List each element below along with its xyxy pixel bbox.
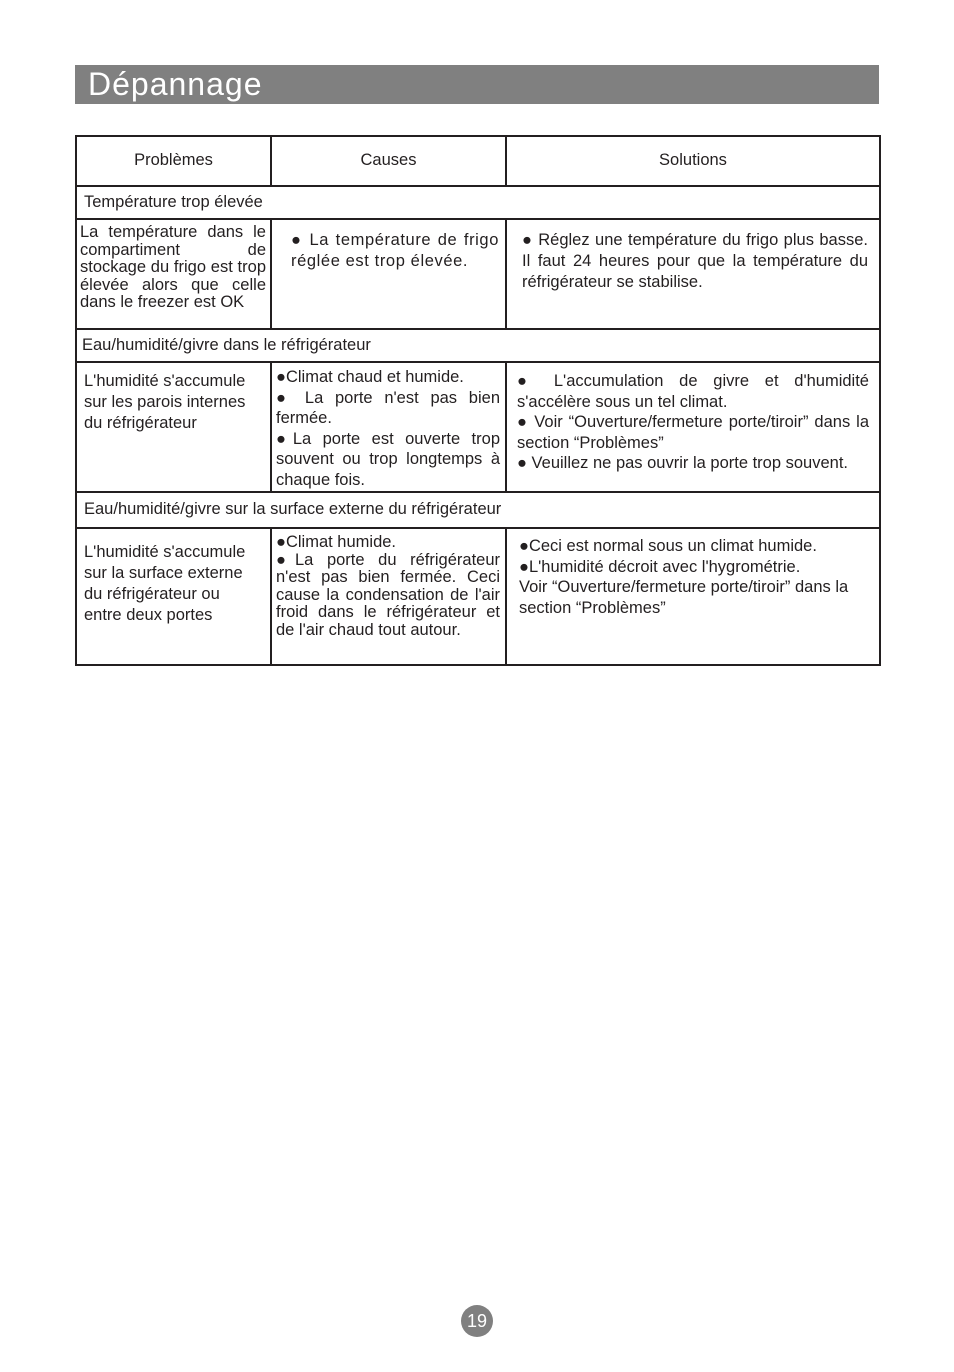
table-row [76,362,880,492]
solution-item: ●L'humidité décroit avec l'hygrométrie. [519,557,801,576]
section-title: Eau/humidité/givre dans le réfrigérateur [76,329,880,362]
section-title: Température trop élevée [76,186,880,219]
table-row [76,219,880,329]
problem-cell [76,528,271,665]
section-row [76,492,880,528]
solutions-cell [506,362,880,492]
section-row [76,186,880,219]
header-solutions: Solutions [506,136,880,186]
solution-item: ● Réglez une température du frigo plus basse. Il faut 24 heures pour que la température du réfrigérateur se stabilise. [522,231,868,291]
header-problems: Problèmes [76,136,271,186]
section-title: Eau/humidité/givre sur la surface externe du réfrigérateur [76,492,880,528]
cause-item: ●La porte du réfrigérateur n'est pas bien fermée. Ceci cause la condensation de l'air froid dans le réfrigérateur et de l'air chaud tout autour. [276,550,500,639]
problem-cell [76,219,271,329]
table-header-row [76,136,880,186]
causes-cell [271,219,506,329]
page-title-bar [75,65,879,104]
header-causes: Causes [271,136,506,186]
page-title: Dépannage [88,66,263,102]
solutions-cell [506,528,880,665]
problem-text: L'humidité s'accumule sur la surface externe du réfrigérateur ou entre deux portes [84,543,246,624]
problem-text: L'humidité s'accumule sur les parois internes du réfrigérateur [84,372,246,432]
section-row [76,329,880,362]
solution-item: ● Voir “Ouverture/fermeture porte/tiroir” dans la section “Problèmes” [517,413,869,452]
problem-cell [76,362,271,492]
solution-item: Voir “Ouverture/fermeture porte/tiroir” dans la section “Problèmes” [519,578,849,617]
solutions-cell [506,219,880,329]
cause-item: ●La porte est ouverte trop souvent ou trop longtemps à chaque fois. [276,429,500,489]
solution-item: ● L'accumulation de givre et d'humidité s'accélère sous un tel climat. [517,372,869,411]
solution-item: ●Ceci est normal sous un climat humide. [519,537,817,555]
problem-text: La température dans le compartiment de stockage du frigo est trop élevée alors que celle dans le freezer est OK [80,223,266,311]
troubleshooting-table [75,135,881,666]
causes-cell [271,528,506,665]
cause-item: ●Climat humide. [276,533,397,551]
cause-item: ● La température de frigo réglée est trop élevée. [291,231,499,270]
cause-item: ●Climat chaud et humide. [276,368,464,386]
solution-item: ● Veuillez ne pas ouvrir la porte trop souvent. [517,454,848,472]
cause-item: ● La porte n'est pas bien fermée. [276,388,500,427]
table-row [76,528,880,665]
page-number: 19 [461,1305,493,1337]
causes-cell [271,362,506,492]
